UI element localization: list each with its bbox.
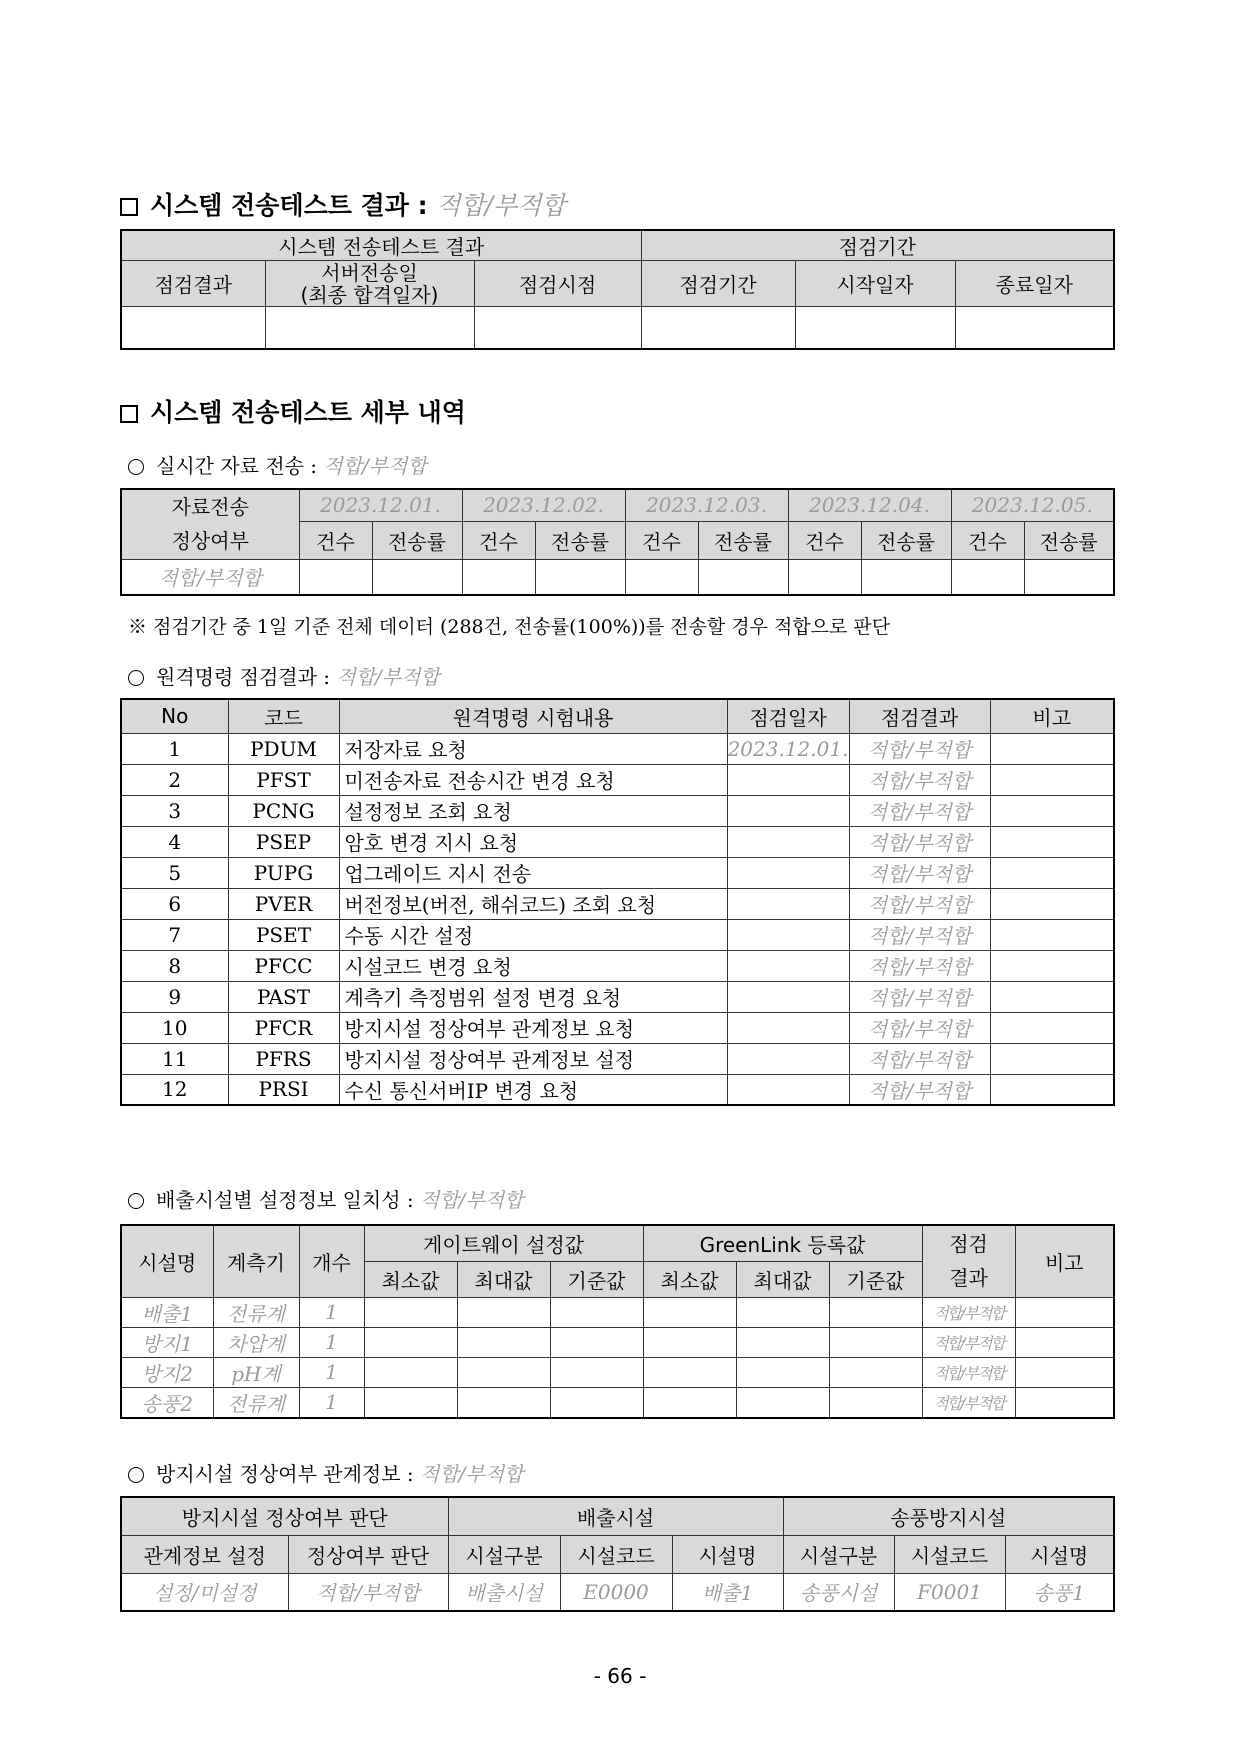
cell-check-result: 적합/부적합 <box>849 1012 990 1043</box>
cell-code: PAST <box>228 981 339 1012</box>
circle-bullet-icon <box>128 1193 144 1209</box>
cell-check-date <box>727 826 849 857</box>
cell-relation-setting: 설정/미설정 <box>121 1573 288 1611</box>
cell-description: 저장자료 요청 <box>339 733 727 764</box>
table-row <box>121 888 1114 919</box>
header-relation-setting: 관계정보 설정 <box>121 1535 288 1573</box>
cell-description: 설정정보 조회 요청 <box>339 795 727 826</box>
header-transfer-line2: 정상여부 <box>171 529 249 554</box>
header-max: 최대값 <box>736 1261 829 1297</box>
cell-remark <box>990 795 1114 826</box>
cell-gateway-base <box>550 1327 643 1357</box>
cell-check-result: 적합/부적합 <box>849 1043 990 1074</box>
cell-code: PVER <box>228 888 339 919</box>
criteria-note: ※ 점검기간 중 1일 기준 전체 데이터 (288건, 전송률(100%))를 전송할 경우 적합으로 판단 <box>128 616 891 638</box>
header-check-date: 점검일자 <box>727 699 849 733</box>
header-date: 2023.12.03. <box>625 489 788 521</box>
cell-code: PDUM <box>228 733 339 764</box>
header-remark: 비고 <box>990 699 1114 733</box>
header-greenlink: GreenLink 등록값 <box>643 1225 922 1261</box>
subheading-realtime <box>128 450 427 479</box>
cell-description: 수신 통신서버IP 변경 요청 <box>339 1074 727 1105</box>
cell-empty <box>641 307 795 349</box>
cell-check-date <box>727 919 849 950</box>
header-min: 최소값 <box>643 1261 736 1297</box>
cell-description: 미전송자료 전송시간 변경 요청 <box>339 764 727 795</box>
circle-bullet-icon <box>128 1467 144 1483</box>
cell-greenlink-min <box>643 1357 736 1387</box>
header-check-result <box>922 1225 1015 1297</box>
cell-empty <box>535 559 625 595</box>
header-count: 건수 <box>788 521 861 559</box>
header-group-blower: 송풍방지시설 <box>783 1497 1114 1535</box>
header-count: 건수 <box>299 521 372 559</box>
header-count: 건수 <box>462 521 535 559</box>
table-row <box>121 826 1114 857</box>
cell-gateway-max <box>457 1357 550 1387</box>
cell-code: PSEP <box>228 826 339 857</box>
cell-remark <box>990 826 1114 857</box>
cell-remark <box>1015 1357 1114 1387</box>
cell-gateway-max <box>457 1297 550 1327</box>
subheading-status-placeholder: 적합/부적합 <box>323 454 427 478</box>
cell-check-date <box>727 1012 849 1043</box>
table-row <box>121 1357 1114 1387</box>
circle-bullet-icon <box>128 670 144 686</box>
header-check-result: 점검결과 <box>849 699 990 733</box>
header-meter: 계측기 <box>213 1225 299 1297</box>
cell-remark <box>990 1043 1114 1074</box>
cell-description: 시설코드 변경 요청 <box>339 950 727 981</box>
subheading-text: 원격명령 점검결과 : <box>156 665 331 689</box>
header-gateway: 게이트웨이 설정값 <box>364 1225 643 1261</box>
cell-check-result: 적합/부적합 <box>849 795 990 826</box>
cell-gateway-min <box>364 1327 457 1357</box>
cell-empty <box>1024 559 1114 595</box>
cell-check-result: 적합/부적합 <box>922 1297 1015 1327</box>
cell-check-result: 적합/부적합 <box>849 826 990 857</box>
subheading-relation <box>128 1458 523 1487</box>
cell-check-result: 적합/부적합 <box>922 1327 1015 1357</box>
header-date: 2023.12.04. <box>788 489 951 521</box>
cell-check-date <box>727 981 849 1012</box>
cell-no: 5 <box>121 857 228 888</box>
cell-empty <box>951 559 1024 595</box>
subheading-remote <box>128 661 440 690</box>
cell-code: PCNG <box>228 795 339 826</box>
cell-no: 6 <box>121 888 228 919</box>
subheading-facility <box>128 1184 523 1213</box>
cell-meter: 전류계 <box>213 1297 299 1327</box>
header-base: 기준값 <box>829 1261 922 1297</box>
cell-empty <box>625 559 698 595</box>
section-heading-details <box>120 393 466 429</box>
cell-gateway-max <box>457 1387 550 1418</box>
header-facility-type: 시설구분 <box>783 1535 894 1573</box>
header-description: 원격명령 시험내용 <box>339 699 727 733</box>
cell-no: 11 <box>121 1043 228 1074</box>
subheading-text: 방지시설 정상여부 관계정보 : <box>156 1462 414 1486</box>
table-row <box>121 733 1114 764</box>
cell-empty <box>861 559 951 595</box>
cell-code: PRSI <box>228 1074 339 1105</box>
checkbox-square-icon <box>120 198 138 216</box>
header-rate: 전송률 <box>535 521 625 559</box>
cell-remark <box>990 733 1114 764</box>
cell-facility-type: 배출시설 <box>448 1573 560 1611</box>
cell-greenlink-base <box>829 1387 922 1418</box>
circle-bullet-icon <box>128 459 144 475</box>
cell-check-result: 적합/부적합 <box>922 1357 1015 1387</box>
cell-check-date <box>727 950 849 981</box>
header-facility-code: 시설코드 <box>560 1535 672 1573</box>
cell-greenlink-base <box>829 1327 922 1357</box>
cell-no: 10 <box>121 1012 228 1043</box>
subheading-text: 배출시설별 설정정보 일치성 : <box>156 1188 414 1212</box>
header-count: 건수 <box>951 521 1024 559</box>
cell-check-result: 적합/부적합 <box>849 919 990 950</box>
header-date: 2023.12.01. <box>299 489 462 521</box>
cell-remark <box>990 981 1114 1012</box>
table-row <box>121 764 1114 795</box>
header-group-emission: 배출시설 <box>448 1497 783 1535</box>
cell-empty <box>795 307 955 349</box>
header-facility-code: 시설코드 <box>894 1535 1005 1573</box>
cell-check-date <box>727 888 849 919</box>
cell-remark <box>990 764 1114 795</box>
cell-remark <box>1015 1387 1114 1418</box>
header-server-date-line2: (최종 합격일자) <box>300 282 439 307</box>
cell-description: 수동 시간 설정 <box>339 919 727 950</box>
cell-gateway-max <box>457 1327 550 1357</box>
header-check-period: 점검기간 <box>641 261 795 307</box>
cell-code: PFST <box>228 764 339 795</box>
header-check-time: 점검시점 <box>474 261 641 307</box>
cell-check-date <box>727 1074 849 1105</box>
cell-facility-name: 배출1 <box>121 1297 213 1327</box>
cell-transfer-status: 적합/부적합 <box>121 559 299 595</box>
header-normal-judgement: 정상여부 판단 <box>288 1535 448 1573</box>
cell-gateway-base <box>550 1387 643 1418</box>
cell-count: 1 <box>299 1387 364 1418</box>
header-facility-name: 시설명 <box>672 1535 783 1573</box>
cell-no: 12 <box>121 1074 228 1105</box>
cell-remark <box>990 857 1114 888</box>
cell-count: 1 <box>299 1357 364 1387</box>
cell-gateway-base <box>550 1297 643 1327</box>
table-row <box>121 950 1114 981</box>
cell-remark <box>1015 1327 1114 1357</box>
cell-facility-name: 송풍1 <box>1005 1573 1114 1611</box>
cell-count: 1 <box>299 1297 364 1327</box>
cell-meter: 차압계 <box>213 1327 299 1357</box>
cell-gateway-min <box>364 1357 457 1387</box>
header-check-result-line2: 결과 <box>949 1266 988 1291</box>
table-row <box>121 857 1114 888</box>
header-group-period: 점검기간 <box>641 230 1114 261</box>
table-row <box>121 1327 1114 1357</box>
cell-no: 4 <box>121 826 228 857</box>
cell-empty <box>698 559 788 595</box>
table-row <box>121 919 1114 950</box>
cell-check-date: 2023.12.01. <box>727 733 849 764</box>
cell-no: 1 <box>121 733 228 764</box>
cell-empty <box>299 559 372 595</box>
header-facility-type: 시설구분 <box>448 1535 560 1573</box>
cell-facility-name: 송풍2 <box>121 1387 213 1418</box>
cell-remark <box>990 919 1114 950</box>
subheading-text: 실시간 자료 전송 : <box>156 454 318 478</box>
facility-settings-table <box>120 1224 1115 1419</box>
header-min: 최소값 <box>364 1261 457 1297</box>
cell-check-result: 적합/부적합 <box>849 733 990 764</box>
header-transfer-normal <box>121 489 299 559</box>
subheading-status-placeholder: 적합/부적합 <box>420 1462 524 1486</box>
table-row <box>121 1297 1114 1327</box>
cell-meter: 전류계 <box>213 1387 299 1418</box>
cell-facility-code: E0000 <box>560 1573 672 1611</box>
cell-remark <box>990 1012 1114 1043</box>
header-no: No <box>121 699 228 733</box>
cell-empty <box>265 307 474 349</box>
cell-check-result: 적합/부적합 <box>849 981 990 1012</box>
cell-greenlink-min <box>643 1327 736 1357</box>
header-rate: 전송률 <box>861 521 951 559</box>
header-facility-name: 시설명 <box>121 1225 213 1297</box>
table-row <box>121 981 1114 1012</box>
cell-gateway-min <box>364 1387 457 1418</box>
cell-code: PFRS <box>228 1043 339 1074</box>
header-server-date <box>265 261 474 307</box>
cell-no: 3 <box>121 795 228 826</box>
cell-count: 1 <box>299 1327 364 1357</box>
subheading-status-placeholder: 적합/부적합 <box>336 665 440 689</box>
table-row <box>121 1387 1114 1418</box>
cell-remark <box>990 888 1114 919</box>
cell-check-result: 적합/부적합 <box>849 764 990 795</box>
cell-check-date <box>727 764 849 795</box>
cell-description: 업그레이드 지시 전송 <box>339 857 727 888</box>
cell-description: 방지시설 정상여부 관계정보 요청 <box>339 1012 727 1043</box>
header-start-date: 시작일자 <box>795 261 955 307</box>
remote-command-table <box>120 698 1115 1106</box>
cell-no: 2 <box>121 764 228 795</box>
heading-status-placeholder: 적합/부적합 <box>436 191 566 220</box>
cell-empty <box>372 559 462 595</box>
header-transfer-line1: 자료전송 <box>171 495 249 520</box>
header-remark: 비고 <box>1015 1225 1114 1297</box>
cell-facility-code: F0001 <box>894 1573 1005 1611</box>
cell-description: 방지시설 정상여부 관계정보 설정 <box>339 1043 727 1074</box>
cell-facility-name: 방지1 <box>121 1327 213 1357</box>
cell-no: 8 <box>121 950 228 981</box>
cell-normal-judgement: 적합/부적합 <box>288 1573 448 1611</box>
test-result-table <box>120 229 1115 350</box>
cell-facility-name: 배출1 <box>672 1573 783 1611</box>
header-rate: 전송률 <box>1024 521 1114 559</box>
cell-description: 계측기 측정범위 설정 변경 요청 <box>339 981 727 1012</box>
cell-empty <box>121 307 265 349</box>
cell-meter: pH계 <box>213 1357 299 1387</box>
table-row <box>121 1043 1114 1074</box>
cell-code: PUPG <box>228 857 339 888</box>
header-base: 기준값 <box>550 1261 643 1297</box>
cell-code: PFCR <box>228 1012 339 1043</box>
header-max: 최대값 <box>457 1261 550 1297</box>
heading-text: 시스템 전송테스트 결과 : <box>150 191 428 220</box>
cell-greenlink-base <box>829 1297 922 1327</box>
header-date: 2023.12.02. <box>462 489 625 521</box>
header-rate: 전송률 <box>372 521 462 559</box>
header-check-result-line1: 점검 <box>949 1232 988 1257</box>
cell-greenlink-max <box>736 1297 829 1327</box>
cell-check-result: 적합/부적합 <box>849 1074 990 1105</box>
cell-check-result: 적합/부적합 <box>849 888 990 919</box>
cell-check-result: 적합/부적합 <box>849 857 990 888</box>
checkbox-square-icon <box>120 405 138 423</box>
cell-facility-type: 송풍시설 <box>783 1573 894 1611</box>
cell-no: 7 <box>121 919 228 950</box>
header-facility-name: 시설명 <box>1005 1535 1114 1573</box>
cell-gateway-min <box>364 1297 457 1327</box>
cell-remark <box>990 1074 1114 1105</box>
cell-empty <box>474 307 641 349</box>
cell-check-date <box>727 1043 849 1074</box>
header-code: 코드 <box>228 699 339 733</box>
cell-gateway-base <box>550 1357 643 1387</box>
cell-code: PFCC <box>228 950 339 981</box>
relation-info-table <box>120 1496 1115 1612</box>
cell-greenlink-base <box>829 1357 922 1387</box>
cell-remark <box>1015 1297 1114 1327</box>
page-number: - 66 - <box>593 1664 647 1688</box>
heading-text: 시스템 전송테스트 세부 내역 <box>150 398 466 427</box>
cell-description: 버전정보(버전, 해쉬코드) 조회 요청 <box>339 888 727 919</box>
realtime-transfer-table <box>120 488 1115 596</box>
header-group-normal-judgement: 방지시설 정상여부 판단 <box>121 1497 448 1535</box>
header-rate: 전송률 <box>698 521 788 559</box>
cell-greenlink-max <box>736 1327 829 1357</box>
subheading-status-placeholder: 적합/부적합 <box>420 1188 524 1212</box>
table-row <box>121 795 1114 826</box>
section-heading-test-result <box>120 186 566 222</box>
cell-check-result: 적합/부적합 <box>849 950 990 981</box>
cell-greenlink-max <box>736 1357 829 1387</box>
cell-no: 9 <box>121 981 228 1012</box>
cell-empty <box>788 559 861 595</box>
cell-greenlink-min <box>643 1387 736 1418</box>
header-count: 개수 <box>299 1225 364 1297</box>
cell-facility-name: 방지2 <box>121 1357 213 1387</box>
cell-remark <box>990 950 1114 981</box>
cell-check-result: 적합/부적합 <box>922 1387 1015 1418</box>
table-row <box>121 1074 1114 1105</box>
cell-check-date <box>727 795 849 826</box>
cell-greenlink-max <box>736 1387 829 1418</box>
cell-description: 암호 변경 지시 요청 <box>339 826 727 857</box>
header-end-date: 종료일자 <box>955 261 1114 307</box>
cell-check-date <box>727 857 849 888</box>
table-row <box>121 1012 1114 1043</box>
cell-empty <box>462 559 535 595</box>
header-date: 2023.12.05. <box>951 489 1114 521</box>
header-count: 건수 <box>625 521 698 559</box>
header-group-test-result: 시스템 전송테스트 결과 <box>121 230 641 261</box>
cell-empty <box>955 307 1114 349</box>
header-server-date-line1: 서버전송일 <box>321 260 418 285</box>
cell-code: PSET <box>228 919 339 950</box>
cell-greenlink-min <box>643 1297 736 1327</box>
header-result: 점검결과 <box>121 261 265 307</box>
